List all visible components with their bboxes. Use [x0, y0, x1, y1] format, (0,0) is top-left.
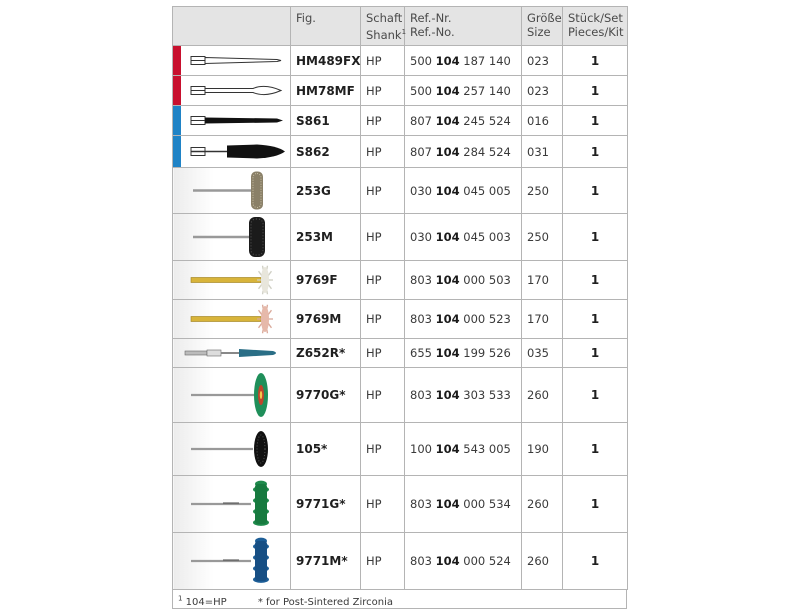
shank-cell: HP: [361, 300, 405, 339]
diamond-bur-pointed-icon: [173, 106, 291, 135]
ref-number: 100 104 543 005: [405, 423, 522, 476]
table-row: [173, 46, 628, 76]
product-name: S861: [291, 106, 361, 136]
pieces-cell: 1: [563, 168, 628, 214]
ref-number: 803 104 000 534: [405, 476, 522, 533]
header-fig: Fig.: [291, 7, 361, 46]
pieces-cell: 1: [563, 76, 628, 106]
shank-cell: HP: [361, 106, 405, 136]
table-row: [173, 106, 628, 136]
table-row: [173, 476, 628, 533]
shank-cell: HP: [361, 46, 405, 76]
table-row: [173, 368, 628, 423]
size-cell: 170: [522, 261, 563, 300]
product-name: Z652R*: [291, 339, 361, 368]
shank-cell: HP: [361, 368, 405, 423]
header-fig-blank: [173, 7, 291, 46]
ref-number: 030 104 045 005: [405, 168, 522, 214]
shank-cell: HP: [361, 423, 405, 476]
fig-cell: [173, 368, 291, 423]
pieces-cell: 1: [563, 214, 628, 261]
medium-polishing-brush-icon: [173, 300, 291, 338]
pieces-cell: 1: [563, 476, 628, 533]
size-cell: 023: [522, 76, 563, 106]
fig-cell: [173, 261, 291, 300]
green-polishing-wheel-icon: [173, 368, 291, 422]
header-ref: Ref.-Nr. Ref.-No.: [405, 7, 522, 46]
size-cell: 250: [522, 214, 563, 261]
pieces-cell: 1: [563, 423, 628, 476]
pieces-cell: 1: [563, 339, 628, 368]
table-row: [173, 339, 628, 368]
fig-cell: [173, 168, 291, 214]
product-table: [172, 6, 628, 590]
green-star-polisher-icon: [173, 476, 291, 532]
steel-wire-brush-icon: [173, 168, 291, 213]
footnote-shank: $^1$ 104=HP: [178, 595, 227, 609]
size-cell: 260: [522, 533, 563, 590]
diamond-bur-flame-icon: [173, 136, 291, 167]
header-size: Größe Size: [522, 7, 563, 46]
blue-star-polisher-icon: [173, 533, 291, 589]
pieces-cell: 1: [563, 136, 628, 168]
black-bristle-wheel-icon: [173, 423, 291, 475]
size-cell: 023: [522, 46, 563, 76]
fine-polishing-brush-icon: [173, 261, 291, 299]
pieces-cell: 1: [563, 368, 628, 423]
size-cell: 035: [522, 339, 563, 368]
shank-cell: HP: [361, 168, 405, 214]
header-pieces: Stück/Set Pieces/Kit: [563, 7, 628, 46]
fig-cell: [173, 423, 291, 476]
ref-number: 500 104 257 140: [405, 76, 522, 106]
footnote-zirconia: * for Post-Sintered Zirconia: [257, 597, 393, 609]
table-row: [173, 76, 628, 106]
table-row: [173, 168, 628, 214]
table-row: [173, 136, 628, 168]
product-table-sheet: [172, 6, 627, 609]
shank-cell: HP: [361, 136, 405, 168]
product-name: S862: [291, 136, 361, 168]
shank-cell: HP: [361, 339, 405, 368]
fig-cell: [173, 339, 291, 368]
product-name: 253G: [291, 168, 361, 214]
pieces-cell: 1: [563, 533, 628, 590]
ref-number: 803 104 000 503: [405, 261, 522, 300]
black-wire-brush-icon: [173, 214, 291, 260]
table-row: [173, 533, 628, 590]
carbide-bur-pointed-icon: [173, 46, 291, 75]
pieces-cell: 1: [563, 106, 628, 136]
fig-cell: [173, 46, 291, 76]
product-name: 9771M*: [291, 533, 361, 590]
fig-cell: [173, 136, 291, 168]
product-name: 105*: [291, 423, 361, 476]
carbide-bur-flame-icon: [173, 76, 291, 105]
ref-number: 807 104 245 524: [405, 106, 522, 136]
ref-number: 500 104 187 140: [405, 46, 522, 76]
product-name: 9769F: [291, 261, 361, 300]
product-name: HM78MF: [291, 76, 361, 106]
ref-number: 803 104 000 524: [405, 533, 522, 590]
table-row: [173, 214, 628, 261]
ref-number: 655 104 199 526: [405, 339, 522, 368]
ref-number: 807 104 284 524: [405, 136, 522, 168]
shank-cell: HP: [361, 533, 405, 590]
ref-number: 030 104 045 003: [405, 214, 522, 261]
fig-cell: [173, 214, 291, 261]
pieces-cell: 1: [563, 300, 628, 339]
table-row: [173, 423, 628, 476]
product-name: 9770G*: [291, 368, 361, 423]
table-row: [173, 300, 628, 339]
pieces-cell: 1: [563, 261, 628, 300]
size-cell: 170: [522, 300, 563, 339]
shank-cell: HP: [361, 214, 405, 261]
product-name: 9771G*: [291, 476, 361, 533]
pieces-cell: 1: [563, 46, 628, 76]
size-cell: 016: [522, 106, 563, 136]
fig-cell: [173, 76, 291, 106]
fig-cell: [173, 533, 291, 590]
product-name: 9769M: [291, 300, 361, 339]
product-name: HM489FX: [291, 46, 361, 76]
size-cell: 250: [522, 168, 563, 214]
table-row: [173, 261, 628, 300]
shank-cell: HP: [361, 76, 405, 106]
shank-cell: HP: [361, 261, 405, 300]
fig-cell: [173, 106, 291, 136]
zirconia-grinder-icon: [173, 339, 291, 367]
size-cell: 260: [522, 368, 563, 423]
size-cell: 190: [522, 423, 563, 476]
fig-cell: [173, 476, 291, 533]
size-cell: 260: [522, 476, 563, 533]
ref-number: 803 104 303 533: [405, 368, 522, 423]
fig-cell: [173, 300, 291, 339]
shank-cell: HP: [361, 476, 405, 533]
header-shank: Schaft Shank$^1$: [361, 7, 405, 46]
ref-number: 803 104 000 523: [405, 300, 522, 339]
table-header-row: [173, 7, 628, 46]
size-cell: 031: [522, 136, 563, 168]
product-name: 253M: [291, 214, 361, 261]
